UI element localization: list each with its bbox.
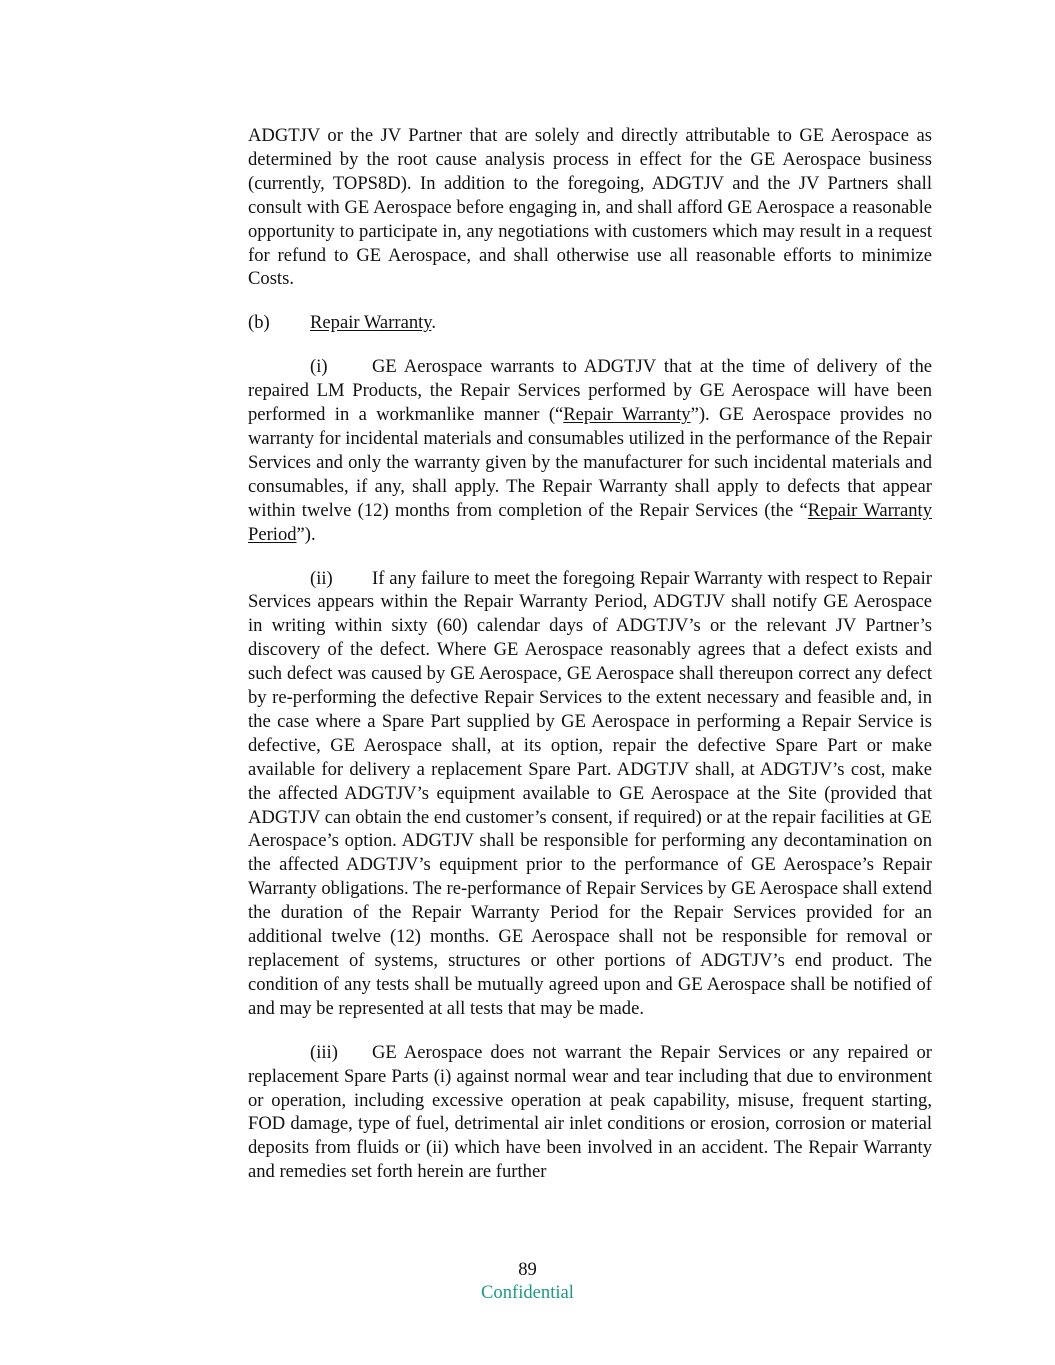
subsection-ii-text: If any failure to meet the foregoing Repair Warranty with respect to Repair Services appears within the Repair Warranty Period, ADGTJV shall notify GE Aerospace in writing within sixty (60) calendar days of ADGTJV’s or the relevant JV Partner’s discovery of the defect. Where GE Aerospace reasonably agrees that a defect exists and such defect was caused by GE Aerospace, GE Aerospace shall thereupon correct any defect by re-performing the defective Repair Services to the extent necessary and feasible and, in the case where a Spare Part supplied by GE Aerospace in performing a Repair Service is defective, GE Aerospace shall, at its option, repair the defective Spare Part or make available for delivery a replacement Spare Part. ADGTJV shall, at ADGTJV’s cost, make the affected ADGTJV’s equipment available to GE Aerospace at the Site (provided that ADGTJV can obtain the end customer’s consent, if required) or at the repair facilities at GE Aerospace’s option. ADGTJV shall be responsible for performing any decontamination on the affected ADGTJV’s equipment prior to the performance of GE Aerospace’s Repair Warranty obligations. The re-performance of Repair Services by GE Aerospace shall extend the duration of the Repair Warranty Period for the Repair Services provided for an additional twelve (12) months. GE Aerospace shall not be responsible for removal or replacement of systems, structures or other portions of ADGTJV’s end product. The condition of any tests shall be mutually agreed upon and GE Aerospace shall be notified of and may be represented at all tests that may be made. <box>248 567 932 1019</box>
defined-term-repair-warranty: Repair Warranty <box>563 404 691 426</box>
section-b-title-period: . <box>431 312 437 334</box>
subsection-iii-number: (iii) <box>310 1041 338 1063</box>
subsection-i-number: (i) <box>310 356 328 378</box>
subsection-iii <box>248 1041 932 1184</box>
subsection-iii-text: GE Aerospace does not warrant the Repair Services or any repaired or replacement Spare Parts (i) against normal wear and tear including that due to environment or operation, including excessive operation at peak capability, misuse, frequent starting, FOD damage, type of fuel, detrimental air inlet conditions or erosion, corrosion or material deposits from fluids or (ii) which have been involved in an accident. The Repair Warranty and remedies set forth herein are further <box>248 1041 932 1183</box>
confidential-label: Confidential <box>481 1282 574 1303</box>
subsection-i-text-middle: ”). GE Aerospace provides no warranty for incidental materials and consumables utilized in the performance of the Repair Services and only the warranty given by the manufacturer for such incidental materials and consumables, if any, shall apply. The Repair Warranty shall apply to defects that appear within twelve (12) months from completion of the Repair Services (the “ <box>248 404 932 521</box>
defined-term-repair-warranty-period: Repair Warranty Period <box>248 499 932 545</box>
subsection-ii <box>248 567 932 1021</box>
section-b-title: Repair Warranty <box>310 312 432 334</box>
subsection-ii-number: (ii) <box>310 567 333 589</box>
document-body <box>248 124 932 1204</box>
subsection-i-text-before: GE Aerospace warrants to ADGTJV that at the time of delivery of the repaired LM Products, the Repair Services performed by GE Aerospace will have been performed in a workmanlike manner (“ <box>248 356 932 426</box>
page-number: 89 <box>518 1259 537 1280</box>
subsection-i <box>248 355 932 546</box>
paragraph-continuation: ADGTJV or the JV Partner that are solely and directly attributable to GE Aerospace as determined by the root cause analysis process in effect for the GE Aerospace business (currently, TOPS8D). In addition to the foregoing, ADGTJV and the JV Partners shall consult with GE Aerospace before engaging in, and shall afford GE Aerospace a reasonable opportunity to participate in, any negotiations with customers which may result in a request for refund to GE Aerospace, and shall otherwise use all reasonable efforts to minimize Costs. <box>248 125 932 290</box>
section-b-heading <box>248 311 932 335</box>
subsection-i-text-after: ”). <box>296 523 316 545</box>
section-b-number: (b) <box>248 312 270 334</box>
